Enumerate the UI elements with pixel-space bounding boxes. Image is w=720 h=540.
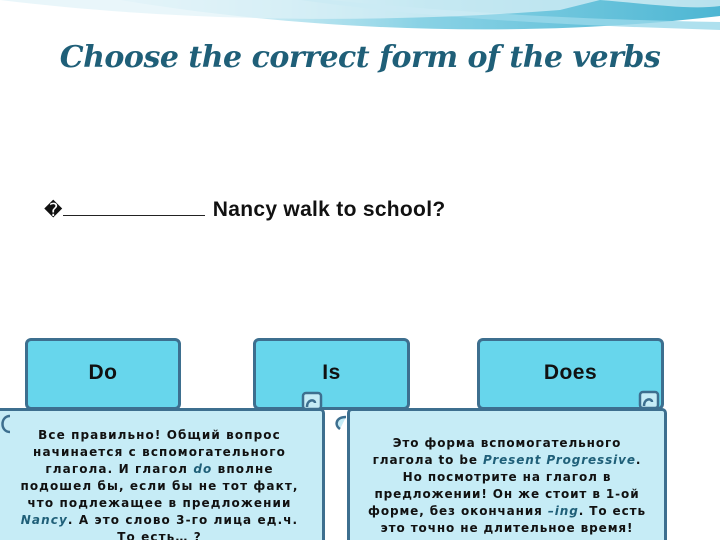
choice-does-button[interactable] [477,338,664,410]
choice-do-label: Do [88,361,118,384]
answer-blank [63,198,205,216]
question-sentence [44,198,445,222]
feedback-line: подошел бы, если бы не тот факт, [20,479,299,493]
feedback-line: что подлежащее в предложении [27,496,292,510]
feedback-line: предложении! Он же стоит в 1-ой [374,487,640,501]
feedback-line [358,503,656,520]
feedback-text: . А это слово 3-го лица ед.ч. [67,513,299,527]
feedback-line: это точно не длительное время! [380,521,634,535]
choice-do-button[interactable] [25,338,181,410]
feedback-line: начинается с вспомогательного [33,445,286,459]
scroll-curl-icon [0,414,20,436]
choice-is-label: Is [322,361,341,384]
scroll-curl-icon [328,413,350,435]
feedback-text: глагола. И глагол [45,462,194,476]
feedback-highlight: –ing [547,504,579,518]
feedback-highlight: do [193,462,213,476]
scroll-curl-icon [638,388,660,410]
question-text: Nancy walk to school? [212,198,446,221]
feedback-line [7,512,312,529]
feedback-text: глагола to be [372,453,483,467]
feedback-line: Это форма вспомогательного [392,436,622,450]
bullet-glyph: � [44,200,63,221]
feedback-text: форме, без окончания [368,504,548,518]
feedback-line: То есть… ? [117,530,202,540]
choice-does-label: Does [543,361,598,384]
slide-title: Choose the correct form of the verbs [59,40,661,75]
feedback-text: . То есть [578,504,646,518]
feedback-highlight: Nancy [20,513,68,527]
feedback-line [7,461,312,478]
feedback-text: . [635,453,642,467]
choice-is-button[interactable] [253,338,410,410]
scroll-curl-icon [301,389,323,411]
feedback-line: Все правильно! Общий вопрос [38,428,281,442]
feedback-line: Но посмотрите на глагол в [402,470,612,484]
feedback-is-callout [347,408,667,540]
feedback-text: вполне [212,462,274,476]
feedback-does-callout [0,408,325,540]
feedback-highlight: Present Progressive [483,453,636,467]
feedback-line [358,452,656,469]
